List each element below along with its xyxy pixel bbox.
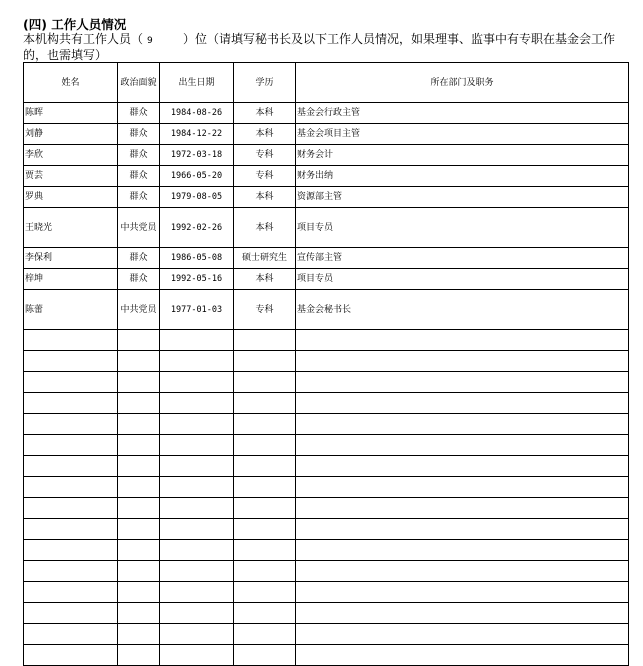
header-birth: 出生日期 xyxy=(160,63,234,103)
empty-cell xyxy=(160,435,234,456)
table-row xyxy=(24,187,629,208)
empty-cell xyxy=(160,477,234,498)
empty-cell xyxy=(24,330,118,351)
empty-cell xyxy=(296,477,629,498)
cell-name: 刘静 xyxy=(24,124,118,145)
table-row xyxy=(24,166,629,187)
cell-dept: 宣传部主管 xyxy=(296,248,629,269)
empty-cell xyxy=(24,498,118,519)
empty-cell xyxy=(234,477,296,498)
empty-cell xyxy=(234,645,296,666)
empty-cell xyxy=(24,519,118,540)
cell-name: 罗典 xyxy=(24,187,118,208)
empty-cell xyxy=(118,351,160,372)
empty-cell xyxy=(24,456,118,477)
empty-cell xyxy=(160,645,234,666)
staff-count: 9 xyxy=(147,36,153,46)
cell-political: 中共党员 xyxy=(118,290,160,330)
empty-table-row xyxy=(24,330,629,351)
empty-cell xyxy=(24,414,118,435)
cell-birth: 1966-05-20 xyxy=(160,166,234,187)
empty-cell xyxy=(118,540,160,561)
empty-cell xyxy=(296,414,629,435)
empty-cell xyxy=(296,603,629,624)
empty-table-row xyxy=(24,351,629,372)
empty-cell xyxy=(24,561,118,582)
cell-dept: 基金会行政主管 xyxy=(296,103,629,124)
empty-cell xyxy=(234,435,296,456)
empty-cell xyxy=(24,603,118,624)
cell-education: 专科 xyxy=(234,290,296,330)
empty-table-row xyxy=(24,435,629,456)
empty-cell xyxy=(160,561,234,582)
empty-cell xyxy=(118,456,160,477)
empty-cell xyxy=(234,603,296,624)
header-education: 学历 xyxy=(234,63,296,103)
empty-cell xyxy=(24,540,118,561)
header-dept: 所在部门及职务 xyxy=(296,63,629,103)
cell-political: 中共党员 xyxy=(118,208,160,248)
empty-cell xyxy=(24,372,118,393)
empty-cell xyxy=(234,456,296,477)
empty-table-row xyxy=(24,645,629,666)
cell-dept: 基金会秘书长 xyxy=(296,290,629,330)
table-row xyxy=(24,208,629,248)
cell-dept: 财务会计 xyxy=(296,145,629,166)
cell-education: 硕士研究生 xyxy=(234,248,296,269)
empty-cell xyxy=(234,540,296,561)
intro-after: ）位（请填写秘书长及以下工作人员情况，如果理事、监事中有专职在基金会工作的，也需填写） xyxy=(23,32,616,62)
empty-cell xyxy=(160,498,234,519)
intro-before: 本机构共有工作人员（ xyxy=(23,32,144,46)
cell-political: 群众 xyxy=(118,166,160,187)
empty-cell xyxy=(296,561,629,582)
empty-cell xyxy=(234,519,296,540)
intro-text xyxy=(23,32,628,62)
cell-dept: 基金会项目主管 xyxy=(296,124,629,145)
cell-education: 本科 xyxy=(234,187,296,208)
empty-cell xyxy=(234,351,296,372)
cell-political: 群众 xyxy=(118,103,160,124)
empty-cell xyxy=(160,456,234,477)
cell-dept: 项目专员 xyxy=(296,269,629,290)
empty-cell xyxy=(234,372,296,393)
cell-dept: 资源部主管 xyxy=(296,187,629,208)
cell-political: 群众 xyxy=(118,269,160,290)
empty-cell xyxy=(118,414,160,435)
cell-name: 陈晖 xyxy=(24,103,118,124)
empty-cell xyxy=(296,393,629,414)
empty-cell xyxy=(296,435,629,456)
section-title: (四) 工作人员情况 xyxy=(23,17,127,32)
header-political: 政治面貌 xyxy=(118,63,160,103)
header-name: 姓名 xyxy=(24,63,118,103)
table-row xyxy=(24,290,629,330)
cell-birth: 1979-08-05 xyxy=(160,187,234,208)
cell-dept: 财务出纳 xyxy=(296,166,629,187)
empty-cell xyxy=(118,624,160,645)
cell-name: 李欣 xyxy=(24,145,118,166)
empty-cell xyxy=(118,645,160,666)
empty-cell xyxy=(296,645,629,666)
cell-political: 群众 xyxy=(118,187,160,208)
empty-cell xyxy=(160,624,234,645)
cell-dept: 项目专员 xyxy=(296,208,629,248)
empty-cell xyxy=(296,624,629,645)
empty-cell xyxy=(160,603,234,624)
staff-table xyxy=(23,62,629,666)
cell-name: 贾芸 xyxy=(24,166,118,187)
empty-cell xyxy=(24,435,118,456)
empty-cell xyxy=(296,330,629,351)
empty-table-row xyxy=(24,582,629,603)
empty-cell xyxy=(160,372,234,393)
empty-cell xyxy=(118,477,160,498)
empty-table-row xyxy=(24,372,629,393)
empty-cell xyxy=(160,330,234,351)
cell-education: 本科 xyxy=(234,124,296,145)
empty-cell xyxy=(234,393,296,414)
empty-cell xyxy=(118,561,160,582)
empty-table-row xyxy=(24,603,629,624)
cell-name: 陈蕾 xyxy=(24,290,118,330)
empty-cell xyxy=(296,498,629,519)
empty-cell xyxy=(296,351,629,372)
empty-cell xyxy=(160,414,234,435)
cell-political: 群众 xyxy=(118,145,160,166)
table-header-row xyxy=(24,63,629,103)
empty-table-row xyxy=(24,456,629,477)
cell-birth: 1984-12-22 xyxy=(160,124,234,145)
empty-cell xyxy=(118,519,160,540)
empty-cell xyxy=(24,645,118,666)
empty-table-row xyxy=(24,519,629,540)
empty-table-row xyxy=(24,477,629,498)
empty-cell xyxy=(296,582,629,603)
table-row xyxy=(24,124,629,145)
empty-cell xyxy=(234,582,296,603)
empty-cell xyxy=(296,456,629,477)
empty-cell xyxy=(118,582,160,603)
cell-birth: 1986-05-08 xyxy=(160,248,234,269)
empty-cell xyxy=(160,351,234,372)
empty-cell xyxy=(234,330,296,351)
empty-cell xyxy=(234,624,296,645)
empty-table-row xyxy=(24,561,629,582)
table-row xyxy=(24,248,629,269)
table-row xyxy=(24,103,629,124)
empty-cell xyxy=(160,540,234,561)
empty-cell xyxy=(118,372,160,393)
empty-table-row xyxy=(24,393,629,414)
cell-education: 专科 xyxy=(234,145,296,166)
empty-table-row xyxy=(24,540,629,561)
cell-political: 群众 xyxy=(118,248,160,269)
cell-education: 本科 xyxy=(234,269,296,290)
cell-political: 群众 xyxy=(118,124,160,145)
empty-cell xyxy=(24,582,118,603)
table-row xyxy=(24,269,629,290)
cell-name: 王晓光 xyxy=(24,208,118,248)
empty-cell xyxy=(24,351,118,372)
cell-birth: 1984-08-26 xyxy=(160,103,234,124)
empty-cell xyxy=(118,330,160,351)
empty-cell xyxy=(234,561,296,582)
cell-name: 李保利 xyxy=(24,248,118,269)
empty-table-row xyxy=(24,624,629,645)
empty-cell xyxy=(24,477,118,498)
cell-education: 专科 xyxy=(234,166,296,187)
empty-cell xyxy=(234,414,296,435)
table-row xyxy=(24,145,629,166)
cell-birth: 1992-05-16 xyxy=(160,269,234,290)
empty-cell xyxy=(24,393,118,414)
empty-cell xyxy=(24,624,118,645)
empty-cell xyxy=(118,498,160,519)
cell-birth: 1972-03-18 xyxy=(160,145,234,166)
empty-cell xyxy=(296,372,629,393)
empty-cell xyxy=(296,540,629,561)
empty-cell xyxy=(160,393,234,414)
empty-cell xyxy=(160,582,234,603)
empty-cell xyxy=(160,519,234,540)
empty-cell xyxy=(118,603,160,624)
empty-cell xyxy=(296,519,629,540)
empty-cell xyxy=(118,393,160,414)
empty-table-row xyxy=(24,414,629,435)
empty-table-row xyxy=(24,498,629,519)
cell-birth: 1977-01-03 xyxy=(160,290,234,330)
empty-cell xyxy=(234,498,296,519)
cell-education: 本科 xyxy=(234,208,296,248)
cell-birth: 1992-02-26 xyxy=(160,208,234,248)
cell-name: 梓坤 xyxy=(24,269,118,290)
cell-education: 本科 xyxy=(234,103,296,124)
empty-cell xyxy=(118,435,160,456)
